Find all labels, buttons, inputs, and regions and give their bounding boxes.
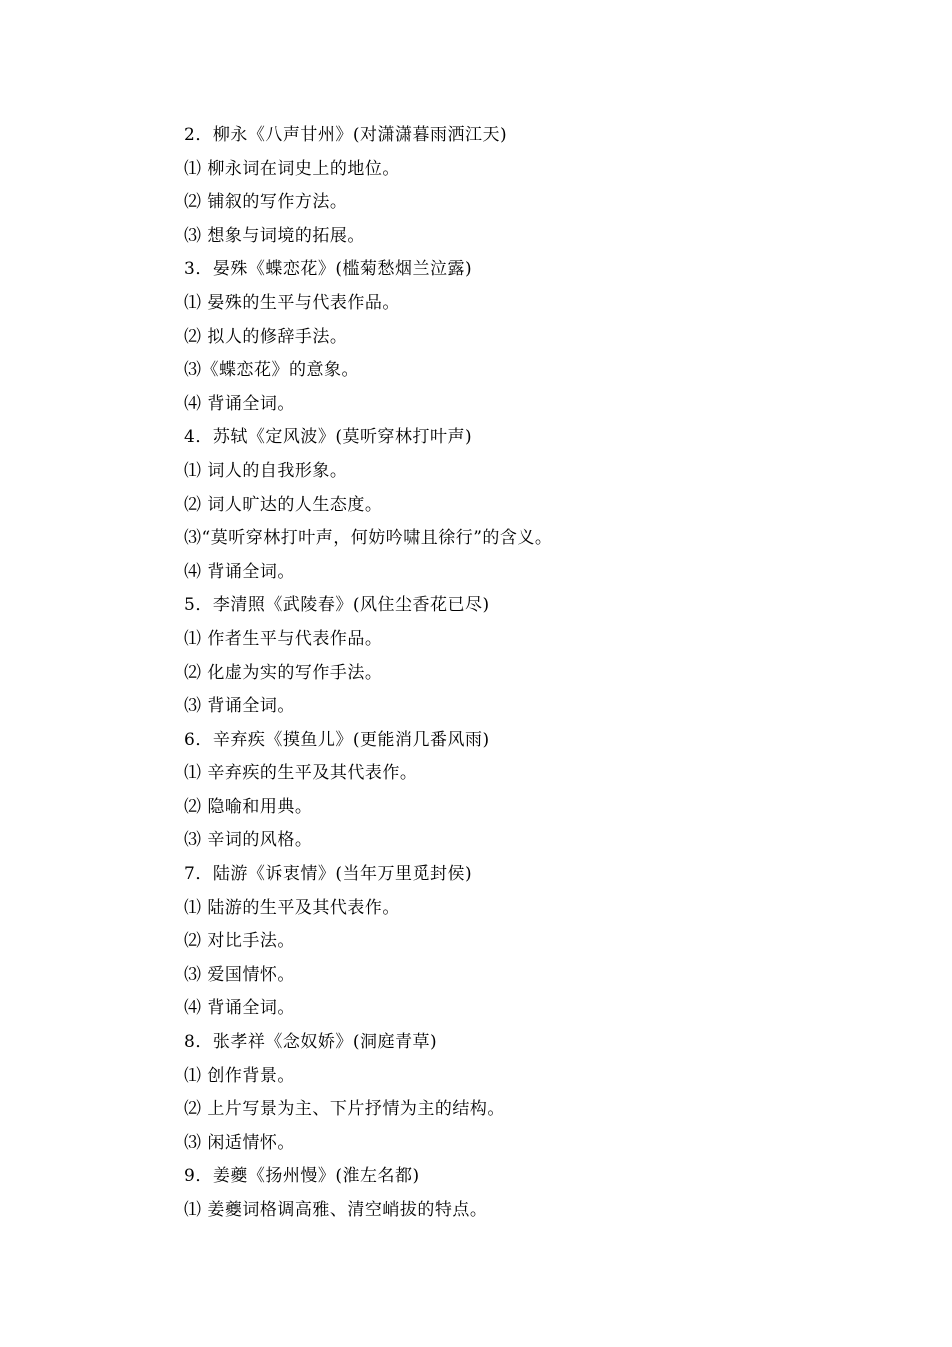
list-item: ⑶《蝶恋花》的意象。 <box>184 360 359 381</box>
list-item: ⑵ 对比手法。 <box>184 931 295 952</box>
list-item: ⑵ 化虚为实的写作手法。 <box>184 662 383 683</box>
list-item: ⑵ 铺叙的写作方法。 <box>184 192 348 213</box>
section-heading: 3．晏殊《蝶恋花》(槛菊愁烟兰泣露) <box>184 259 473 280</box>
list-item: ⑶ 想象与词境的拓展。 <box>184 225 365 246</box>
list-item: ⑷ 背诵全词。 <box>184 998 295 1019</box>
list-item: ⑶ 爱国情怀。 <box>184 964 295 985</box>
list-item: ⑶ 辛词的风格。 <box>184 830 313 851</box>
list-item: ⑴ 晏殊的生平与代表作品。 <box>184 292 400 313</box>
list-item: ⑷ 背诵全词。 <box>184 561 295 582</box>
list-item: ⑷ 背诵全词。 <box>184 393 295 414</box>
list-item: ⑵ 词人旷达的人生态度。 <box>184 494 383 515</box>
list-item: ⑴ 作者生平与代表作品。 <box>184 628 383 649</box>
section-heading: 5．李清照《武陵春》(风住尘香花已尽) <box>184 595 490 616</box>
section-heading: 7．陆游《诉衷情》(当年万里觅封侯) <box>184 864 473 885</box>
list-item: ⑵ 隐喻和用典。 <box>184 796 313 817</box>
list-item: ⑴ 陆游的生平及其代表作。 <box>184 897 400 918</box>
section-heading: 8．张孝祥《念奴娇》(洞庭青草) <box>184 1032 438 1053</box>
list-item: ⑴ 柳永词在词史上的地位。 <box>184 158 400 179</box>
document-body <box>184 119 904 1228</box>
list-item: ⑴ 姜夔词格调高雅、清空峭拔的特点。 <box>184 1200 488 1220</box>
section-heading: 9．姜夔《扬州慢》(淮左名都) <box>184 1166 420 1187</box>
section-heading: 4．苏轼《定风波》(莫听穿林打叶声) <box>184 427 473 448</box>
list-item: ⑶ 闲适情怀。 <box>184 1132 295 1153</box>
section-heading: 2．柳永《八声甘州》(对潇潇暮雨洒江天) <box>184 125 508 145</box>
list-item: ⑵ 上片写景为主、下片抒情为主的结构。 <box>184 1099 505 1120</box>
list-item: ⑴ 创作背景。 <box>184 1065 295 1086</box>
list-item: ⑴ 词人的自我形象。 <box>184 460 348 481</box>
list-item: ⑴ 辛弃疾的生平及其代表作。 <box>184 763 418 784</box>
list-item: ⑶ 背诵全词。 <box>184 696 295 717</box>
list-item: ⑶“莫听穿林打叶声，何妨吟啸且徐行”的含义。 <box>184 528 553 549</box>
list-item: ⑵ 拟人的修辞手法。 <box>184 326 348 347</box>
section-heading: 6．辛弃疾《摸鱼儿》(更能消几番风雨) <box>184 729 490 750</box>
